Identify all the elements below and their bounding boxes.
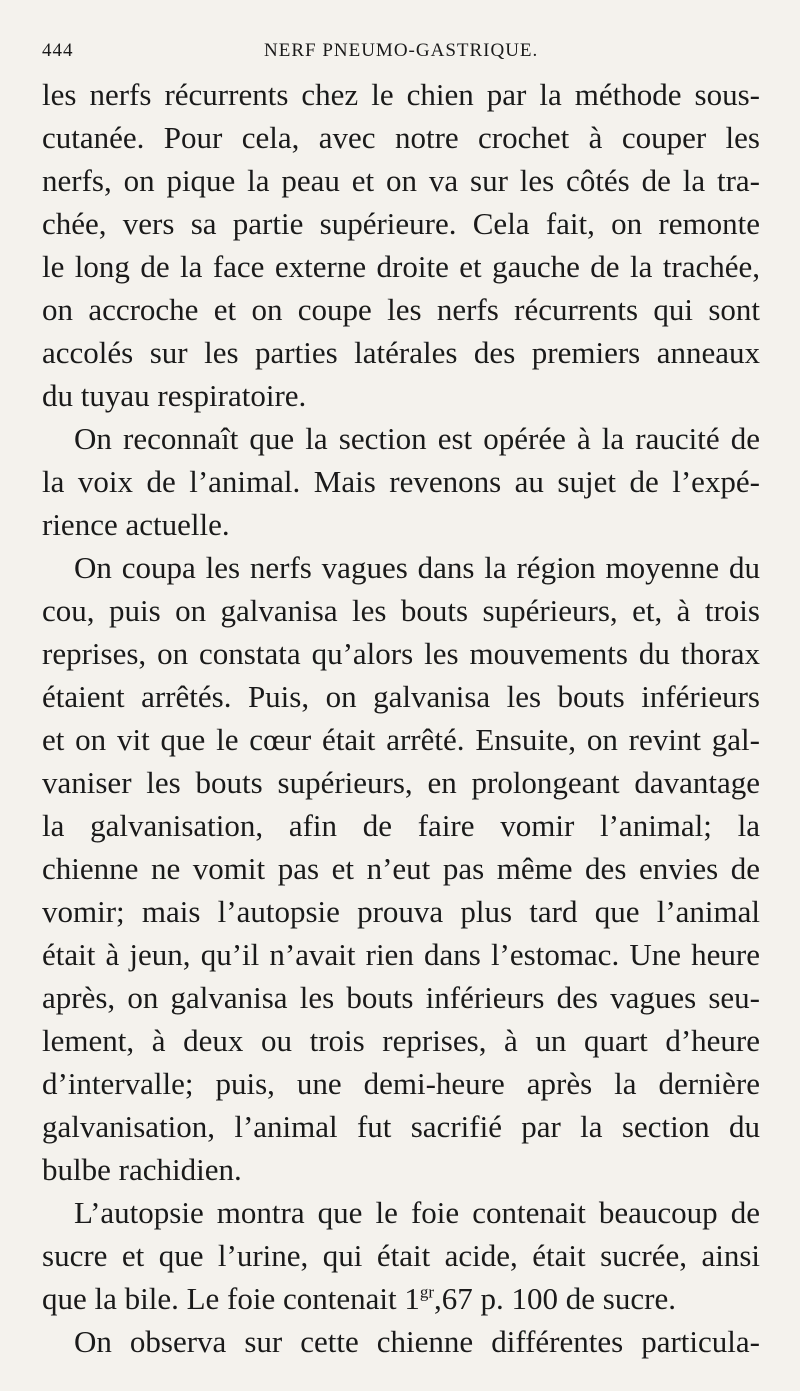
text-line: chée, vers sa partie supérieure. Cela fait, on remonte [42, 206, 760, 241]
text-line: cutanée. Pour cela, avec notre crochet à couper les [42, 120, 760, 155]
text-line: sucre et que l’urine, qui était acide, était sucrée, ainsi [42, 1238, 760, 1273]
body-text [42, 73, 760, 1363]
text-line: On coupa les nerfs vagues dans la région moyenne du [74, 550, 760, 585]
text-line-with-superscript [42, 1277, 760, 1320]
text-line: reprises, on constata qu’alors les mouvements du thorax [42, 636, 760, 671]
text-line: du tuyau respiratoire. [42, 378, 307, 413]
text-line: les nerfs récurrents chez le chien par la méthode sous- [42, 77, 760, 112]
page-number: 444 [42, 40, 74, 61]
text-line: L’autopsie montra que le foie contenait beaucoup de [74, 1195, 760, 1230]
text-line: cou, puis on galvanisa les bouts supérieurs, et, à trois [42, 593, 760, 628]
text-line: lement, à deux ou trois reprises, à un quart d’heure [42, 1023, 760, 1058]
text-line: bulbe rachidien. [42, 1152, 242, 1187]
text-line: la voix de l’animal. Mais revenons au sujet de l’expé- [42, 464, 760, 499]
text-line: était à jeun, qu’il n’avait rien dans l’estomac. Une heure [42, 937, 760, 972]
paragraph-2 [42, 417, 760, 546]
paragraph-3 [42, 546, 760, 1191]
text-line: après, on galvanisa les bouts inférieurs des vagues seu- [42, 980, 760, 1015]
text-line: chienne ne vomit pas et n’eut pas même des envies de [42, 851, 760, 886]
paragraph-5 [42, 1320, 760, 1363]
superscript-unit: gr [419, 1282, 435, 1302]
text-line: On observa sur cette chienne différentes particula- [74, 1324, 760, 1359]
text-segment: ,67 p. 100 de sucre. [434, 1281, 676, 1316]
text-line: nerfs, on pique la peau et on va sur les côtés de la tra- [42, 163, 760, 198]
text-line: et on vit que le cœur était arrêté. Ensuite, on revint gal- [42, 722, 760, 757]
text-line: accolés sur les parties latérales des premiers anneaux [42, 335, 760, 370]
running-head [42, 36, 762, 66]
text-line: rience actuelle. [42, 507, 230, 542]
text-line: étaient arrêtés. Puis, on galvanisa les bouts inférieurs [42, 679, 760, 714]
text-line: galvanisation, l’animal fut sacrifié par la section du [42, 1109, 760, 1144]
paragraph-1 [42, 73, 760, 417]
paragraph-4 [42, 1191, 760, 1320]
text-line: vomir; mais l’autopsie prouva plus tard que l’animal [42, 894, 760, 929]
text-line: on accroche et on coupe les nerfs récurrents qui sont [42, 292, 760, 327]
text-segment: que la bile. Le foie contenait 1 [42, 1281, 420, 1316]
text-line: le long de la face externe droite et gauche de la trachée, [42, 249, 760, 284]
text-line: On reconnaît que la section est opérée à la raucité de [74, 421, 760, 456]
text-line: d’intervalle; puis, une demi-heure après la dernière [42, 1066, 760, 1101]
text-line: vaniser les bouts supérieurs, en prolongeant davantage [42, 765, 760, 800]
running-title: NERF PNEUMO-GASTRIQUE. [264, 40, 539, 61]
text-line: la galvanisation, afin de faire vomir l’animal; la [42, 808, 760, 843]
